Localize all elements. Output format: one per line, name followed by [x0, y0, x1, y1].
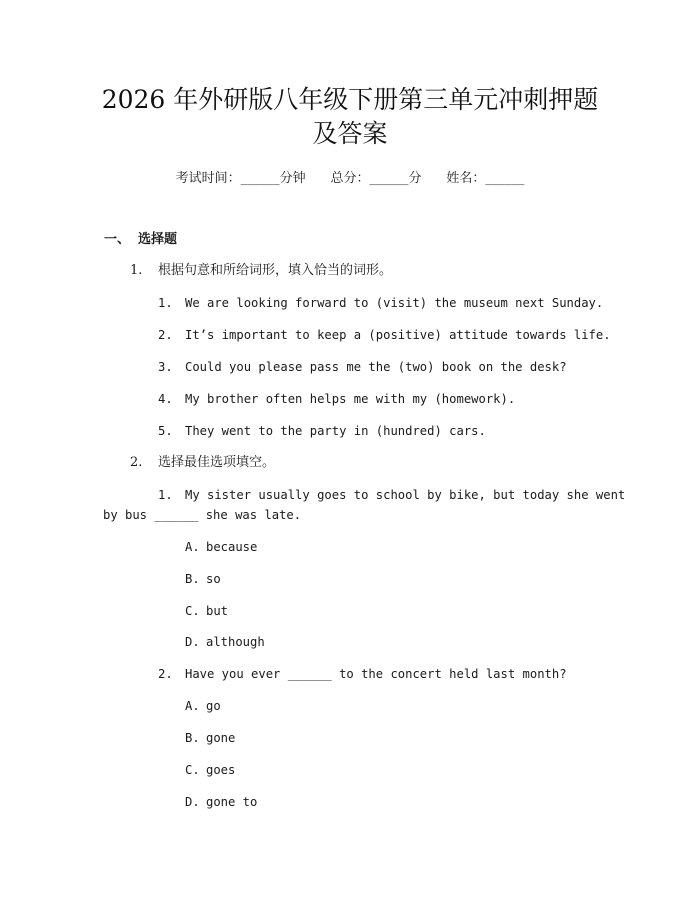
- question-2: [158, 665, 567, 683]
- option-text: so: [206, 572, 221, 586]
- total-score-label: 总分：: [330, 171, 370, 186]
- part-1-item: [158, 294, 603, 312]
- part-1-instruction: [130, 262, 392, 280]
- option-text: but: [206, 604, 229, 618]
- item-text: My brother often helps me with my (homework).: [185, 392, 516, 406]
- option-letter: B.: [185, 572, 200, 586]
- option-text: although: [206, 635, 265, 649]
- question-1-line-2: by bus ______ she was late.: [103, 508, 302, 522]
- student-name-label: 姓名：: [446, 171, 486, 186]
- option-a: [185, 538, 257, 556]
- question-text: My sister usually goes to school by bike, but today she went: [185, 488, 626, 502]
- section-title: 选择题: [138, 232, 178, 247]
- option-letter: C.: [185, 604, 200, 618]
- student-name-blank: ______: [485, 171, 525, 186]
- option-text: gone to: [206, 795, 258, 809]
- option-letter: D.: [185, 795, 200, 809]
- question-1-line-1: [158, 486, 625, 504]
- item-number: 4.: [158, 392, 173, 406]
- item-number: 2.: [158, 328, 173, 342]
- total-score-blank: ______: [369, 171, 409, 186]
- item-text: It’s important to keep a (positive) attitude towards life.: [185, 328, 611, 342]
- exam-time-blank: ______: [240, 171, 280, 186]
- option-text: go: [206, 699, 221, 713]
- option-letter: C.: [185, 763, 200, 777]
- total-score-unit: 分: [408, 171, 422, 186]
- item-text: They went to the party in (hundred) cars.: [185, 424, 486, 438]
- section-number: 一、: [104, 232, 131, 247]
- document-title-line-2: 及答案: [312, 119, 388, 148]
- option-b: [185, 729, 235, 747]
- item-number: 1.: [158, 296, 173, 310]
- exam-info-row: [0, 170, 700, 188]
- option-text: because: [206, 540, 258, 554]
- option-letter: A.: [185, 699, 200, 713]
- item-number: 5.: [158, 424, 173, 438]
- option-c: [185, 761, 235, 779]
- option-d: [185, 633, 265, 651]
- option-d: [185, 793, 257, 811]
- document-title-line-1: 2026 年外研版八年级下册第三单元冲刺押题: [101, 85, 599, 114]
- section-heading: [104, 231, 177, 249]
- option-text: gone: [206, 731, 236, 745]
- exam-time-unit: 分钟: [279, 171, 306, 186]
- part-1-item: [158, 326, 611, 344]
- option-letter: D.: [185, 635, 200, 649]
- part-1-item: [158, 358, 567, 376]
- item-number: 3.: [158, 360, 173, 374]
- option-text: goes: [206, 763, 236, 777]
- option-a: [185, 697, 221, 715]
- item-text: Could you please pass me the (two) book on the desk?: [185, 360, 567, 374]
- part-2-number: 2.: [130, 455, 143, 470]
- question-text: Have you ever ______ to the concert held last month?: [185, 667, 567, 681]
- question-number: 1.: [158, 488, 173, 502]
- part-2-instruction: [130, 454, 275, 472]
- part-1-item: [158, 390, 515, 408]
- part-1-item: [158, 422, 486, 440]
- option-letter: B.: [185, 731, 200, 745]
- item-text: We are looking forward to (visit) the museum next Sunday.: [185, 296, 604, 310]
- exam-time-label: 考试时间：: [175, 171, 241, 186]
- question-number: 2.: [158, 667, 173, 681]
- part-1-instruction-text: 根据句意和所给词形，填入恰当的词形。: [158, 263, 393, 278]
- option-letter: A.: [185, 540, 200, 554]
- part-2-instruction-text: 选择最佳选项填空。: [158, 455, 276, 470]
- option-c: [185, 602, 228, 620]
- option-b: [185, 570, 221, 588]
- part-1-number: 1.: [130, 263, 143, 278]
